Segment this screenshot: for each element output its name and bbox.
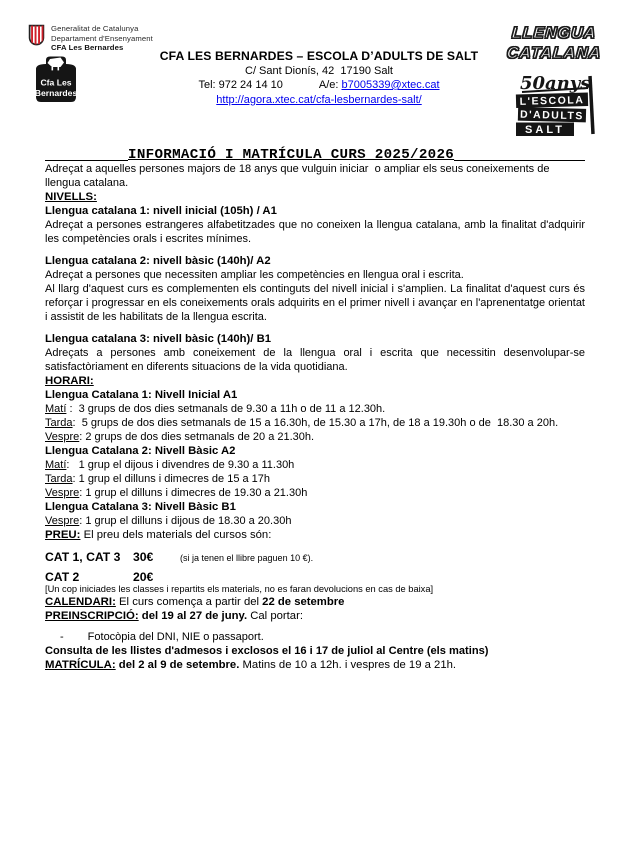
slot-text: : 1 grup el dilluns i dimecres de 19.30 a 21.30h — [79, 487, 308, 499]
matricula-label: MATRÍCULA: — [45, 659, 116, 671]
matricula-dates: del 2 al 9 de setembre. — [115, 659, 240, 671]
generalitat-logo-block — [28, 24, 153, 53]
title-row — [45, 145, 585, 162]
slot-text: : 5 grups de dos dies setmanals de 15 a 16.30h, de 15.30 a 17h, de 18 a 19.30h o de 18.30 a 20h. — [72, 417, 559, 429]
schedule-slot — [45, 458, 585, 472]
price-row — [45, 550, 585, 565]
price-disclaimer: [Un cop iniciades les classes i repartits els materials, no es faran devolucions en cas de baixa] — [45, 584, 434, 594]
section-heading-nivells: NIVELLS: — [45, 191, 97, 203]
calendari-date: 22 de setembre — [262, 596, 345, 608]
schedule-slot — [45, 472, 585, 486]
level-description: Adreçat a persones que necessiten ampliar les competències en llengua oral i escrita. — [45, 269, 464, 281]
page-title: INFORMACIÓ I MATRÍCULA CURS 2025/2026 — [128, 147, 455, 163]
price-label: CAT 2 — [45, 570, 80, 584]
price-row — [45, 570, 585, 584]
generalitat-text — [51, 24, 153, 53]
generalitat-line: Generalitat de Catalunya — [51, 24, 139, 33]
badge-line: Cfa Les — [40, 77, 72, 88]
calendari-label: CALENDARI: — [45, 596, 116, 608]
school-phone: Tel: 972 24 14 10 — [198, 79, 283, 91]
school-info — [148, 49, 490, 107]
website-link[interactable]: http://agora.xtec.cat/cfa-lesbernardes-salt/ — [216, 93, 422, 106]
slot-label: Tarda — [45, 473, 73, 485]
slot-label: Vespre — [45, 487, 80, 499]
calendari-line — [45, 595, 585, 609]
generalitat-shield-icon — [28, 24, 45, 47]
intro-paragraph: Adreçat a aquelles persones majors de 18 anys que vulguin iniciar o ampliar els seus coneixements de llengua catalana. — [45, 163, 553, 189]
slot-label: Matí — [45, 459, 67, 471]
slot-text: : 3 grups de dos dies setmanals de 9.30 a 11h o de 11 a 12.30h. — [66, 403, 386, 415]
price-note: (si ja tenen el llibre paguen 10 €). — [180, 553, 314, 563]
bullet-dash: - — [60, 631, 64, 643]
50-anys-logo — [514, 72, 596, 138]
level-description: Adreçat a persones estrangeres alfabetitzades que no coneixen la llengua catalana, amb la finalitat d'adquirir les competències orals i escrites mínimes. — [45, 219, 585, 245]
email-link[interactable]: b7005339@xtec.cat — [341, 79, 440, 91]
email-group — [319, 78, 440, 93]
level-title: Llengua catalana 3: nivell bàsic (140h)/ B1 — [45, 333, 272, 345]
slot-label: Matí — [45, 403, 67, 415]
price-value: 20€ — [133, 570, 154, 584]
contact-row — [148, 78, 490, 93]
anniv-top-text: 50anys — [520, 73, 591, 94]
level-description: Adreçats a persones amb coneixement de la llengua oral i escrita que necessitin desenvolupar-se satisfactòriament en diferents situacions de la vida quotidiana. — [45, 347, 585, 373]
level-title: Llengua catalana 1: nivell inicial (105h) / A1 — [45, 205, 277, 217]
subject-line: LLENGUA — [511, 25, 597, 42]
slot-label: Vespre — [45, 515, 80, 527]
level-title: Llengua catalana 2: nivell bàsic (140h)/ A2 — [45, 255, 271, 267]
matricula-line — [45, 658, 585, 672]
cfa-badge-logo — [30, 55, 82, 104]
consulta-line: Consulta de les llistes d'admesos i exclosos el 16 i 17 de juliol al Centre (els matins) — [45, 645, 489, 657]
title-rule-left — [45, 146, 128, 161]
schedule-slot — [45, 430, 585, 444]
slot-text: : 1 grup el dijous i divendres de 9.30 a 11.30h — [66, 459, 295, 471]
document-body — [45, 145, 585, 672]
slot-text: : 1 grup el dilluns i dimecres de 15 a 17h — [72, 473, 271, 485]
generalitat-line: CFA Les Bernardes — [51, 43, 124, 53]
course-title: Llengua Catalana 3: Nivell Bàsic B1 — [45, 501, 236, 513]
bullet-text: Fotocòpia del DNI, NIE o passaport. — [87, 631, 264, 643]
badge-line: Bernardes — [34, 88, 78, 98]
bullet-item — [45, 630, 585, 644]
anniv-row-text: SALT — [525, 124, 565, 136]
preinscripcio-line — [45, 609, 585, 623]
schedule-slot — [45, 486, 585, 500]
title-rule-right — [454, 146, 585, 161]
anniv-row-text: L'ESCOLA — [519, 94, 585, 108]
calendari-text: El curs comença a partir del — [115, 596, 263, 608]
subject-line: CATALANA — [506, 45, 602, 62]
preinscripcio-text: Cal portar: — [247, 610, 303, 622]
slot-label: Tarda — [45, 417, 73, 429]
schedule-slot — [45, 416, 585, 430]
course-title: Llengua Catalana 1: Nivell Inicial A1 — [45, 389, 238, 401]
schedule-slot — [45, 514, 585, 528]
slot-label: Vespre — [45, 431, 80, 443]
school-name: CFA LES BERNARDES – ESCOLA D’ADULTS DE SALT — [159, 49, 479, 63]
level-description: Al llarg d'aquest curs es complementen els continguts del nivell inicial i s'amplien. La finalitat d'aquest curs és reforçar i progressar en els coneixements orals adquirits en el primer nivell i avançar en l'aprenentatge orientat i assistit de les habilitats de la llengua escrita. — [45, 283, 585, 323]
section-heading-preu: PREU: El preu dels materials del cursos són: — [45, 529, 272, 541]
generalitat-line: Departament d'Ensenyament — [51, 33, 153, 43]
preu-intro-text: El preu dels materials del cursos són: — [80, 529, 272, 541]
price-value: 30€ — [133, 550, 154, 564]
school-address: C/ Sant Dionís, 42 17190 Salt — [245, 64, 393, 77]
email-label: A/e: — [318, 79, 342, 91]
preinscripcio-dates: del 19 al 27 de juny. — [138, 610, 248, 622]
subject-banner — [498, 24, 610, 64]
section-heading-horari: HORARI: — [45, 375, 94, 387]
slot-text: : 1 grup el dilluns i dijous de 18.30 a 20.30h — [79, 515, 292, 527]
matricula-text: Matins de 10 a 12h. i vespres de 19 a 21h. — [239, 659, 457, 671]
price-label: CAT 1, CAT 3 — [45, 550, 121, 564]
slot-text: : 2 grups de dos dies setmanals de 20 a 21.30h. — [79, 431, 315, 443]
course-title: Llengua Catalana 2: Nivell Bàsic A2 — [45, 445, 236, 457]
preinscripcio-label: PREINSCRIPCIÓ: — [45, 610, 139, 622]
schedule-slot — [45, 402, 585, 416]
anniv-row-text: D'ADULTS — [519, 108, 585, 123]
